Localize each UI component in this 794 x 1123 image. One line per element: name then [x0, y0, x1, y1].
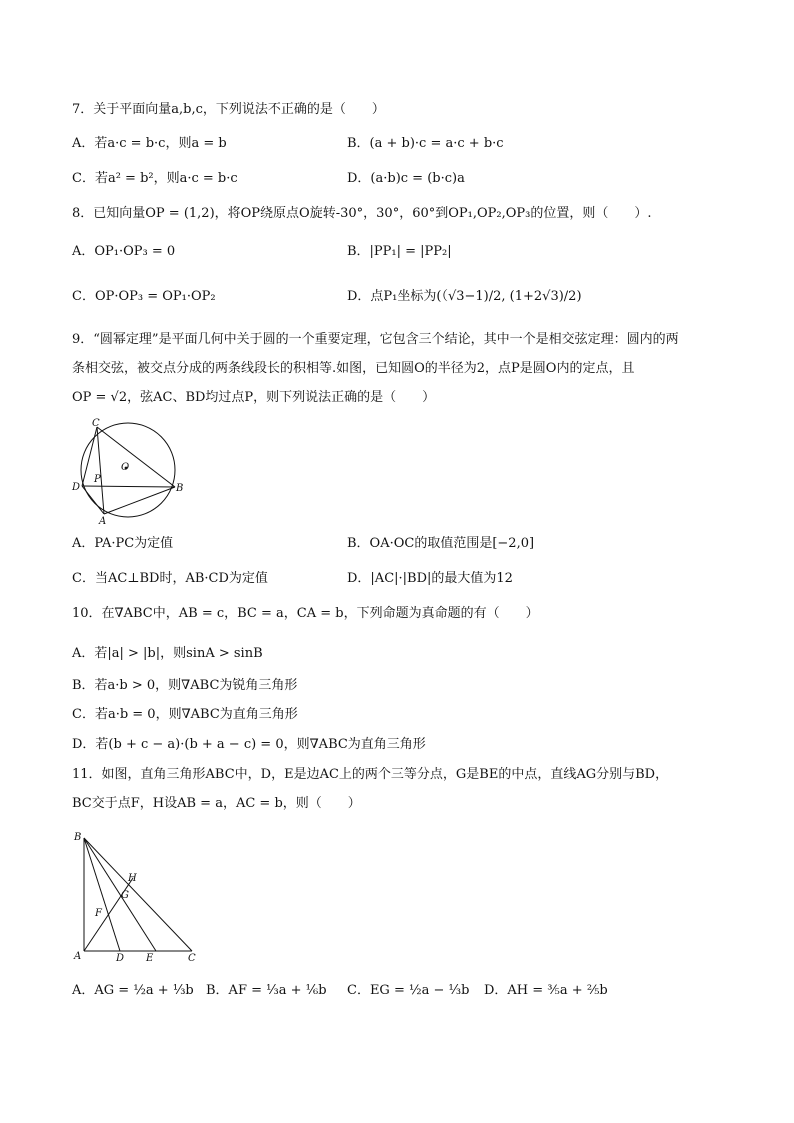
q9-option-c: C．当AC⊥BD时，AB·CD为定值	[72, 571, 268, 586]
q8-option-d: D．点P₁坐标为(（√3−1)/2, (1+2√3)/2)	[347, 289, 582, 304]
q9-option-a: A．PA·PC为定值	[72, 536, 174, 551]
q9-stem-line2: 条相交弦，被交点分成的两条线段长的积相等.如图，已知圆O的半径为2，点P是圆O内的定点，且	[72, 361, 635, 376]
q10-option-a: A．若|a| > |b|，则sinA > sinB	[72, 646, 263, 661]
q9-circle-figure	[68, 418, 188, 526]
q11-side-bc	[84, 838, 192, 951]
q10-option-d: D．若(b + c − a)·(b + a − c) = 0，则∇ABC为直角三角形	[72, 737, 426, 752]
q9-label-o: O	[121, 462, 130, 473]
q9-chord-ac	[97, 427, 104, 514]
q7-option-d: D．(a·b)c = (b·c)a	[347, 171, 465, 186]
q9-chord-bd	[82, 486, 175, 487]
q7-option-c: C．若a² = b²，则a·c = b·c	[72, 171, 238, 186]
q11-option-d: D．AH = ⅗a + ⅖b	[484, 983, 608, 998]
q9-label-a: A	[99, 516, 107, 526]
q11-label-g: G	[121, 890, 129, 901]
q11-triangle-figure	[70, 828, 200, 962]
q11-segment-bd	[84, 838, 120, 951]
q7-option-b: B．(a + b)·c = a·c + b·c	[347, 136, 504, 151]
q11-label-h: H	[128, 873, 137, 884]
q9-option-d: D．|AC|·|BD|的最大值为12	[347, 571, 513, 586]
q8-option-c: C．OP·OP₃ = OP₁·OP₂	[72, 289, 216, 304]
q11-option-a: A．AG = ½a + ⅓b	[72, 983, 194, 998]
q11-label-d: D	[116, 953, 125, 962]
q10-stem: 10．在∇ABC中，AB = c，BC = a，CA = b，下列命题为真命题的有（ ）	[72, 606, 539, 621]
q9-stem-line3: OP = √2，弦AC、BD均过点P，则下列说法正确的是（ ）	[72, 390, 436, 405]
q11-option-c: C．EG = ½a − ⅓b	[347, 983, 470, 998]
q11-line-ah	[84, 878, 133, 951]
q11-label-c: C	[188, 953, 196, 962]
q11-stem-line2: BC交于点F，H设AB = a，AC = b，则（ ）	[72, 796, 361, 811]
q11-label-a: A	[74, 951, 82, 962]
q9-segment-da	[82, 486, 104, 514]
q9-label-b: B	[176, 483, 184, 494]
q9-stem-line1: 9．“圆幂定理”是平面几何中关于圆的一个重要定理，它包含三个结论，其中一个是相交弦定理：圆内的两	[72, 332, 679, 347]
q8-option-a: A．OP₁·OP₃ = 0	[72, 244, 176, 259]
q11-label-e: E	[146, 953, 154, 962]
q9-label-p: P	[94, 474, 101, 485]
q8-option-b: B．|PP₁| = |PP₂|	[347, 244, 452, 259]
q9-option-b: B．OA·OC的取值范围是[−2,0]	[347, 536, 535, 551]
q7-option-a: A．若a·c = b·c，则a = b	[72, 136, 227, 151]
q11-label-f: F	[95, 908, 102, 919]
q11-option-b: B．AF = ⅓a + ⅙b	[206, 983, 327, 998]
q7-stem: 7．关于平面向量a,b,c，下列说法不正确的是（ ）	[72, 102, 385, 117]
q10-option-c: C．若a·b = 0，则∇ABC为直角三角形	[72, 707, 298, 722]
q9-label-c: C	[92, 418, 100, 429]
q9-segment-cb	[97, 427, 175, 487]
q8-stem: 8．已知向量OP = (1,2)，将OP绕原点O旋转-30°，30°，60°到OP₁,OP₂,OP₃的位置，则（ ）.	[72, 206, 652, 221]
q11-label-b: B	[74, 832, 82, 843]
q11-stem-line1: 11．如图，直角三角形ABC中，D，E是边AC上的两个三等分点，G是BE的中点，直线AG分别与BD，	[72, 767, 669, 782]
q9-label-d: D	[72, 482, 81, 493]
q10-option-b: B．若a·b > 0，则∇ABC为锐角三角形	[72, 678, 298, 693]
